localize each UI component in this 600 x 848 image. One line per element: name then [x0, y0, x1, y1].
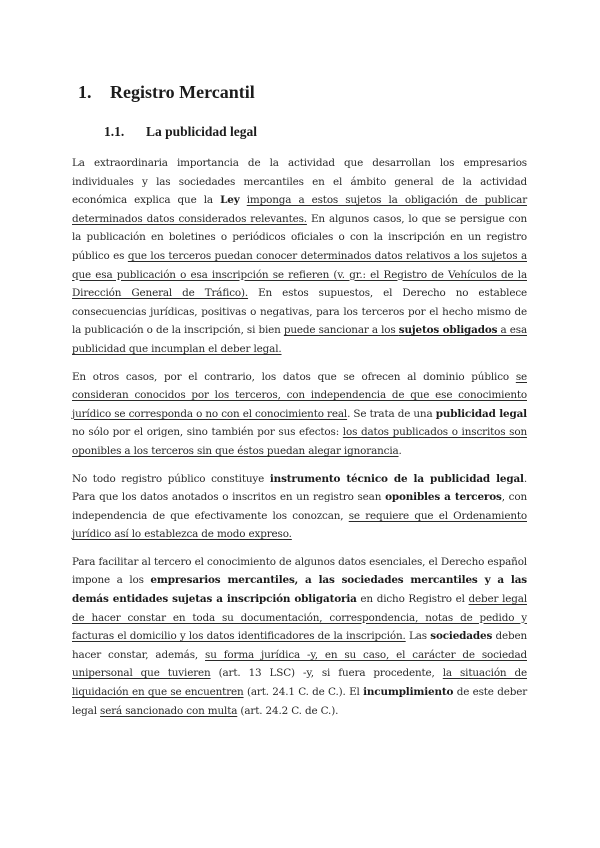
bold-run: publicidad legal	[435, 407, 527, 420]
text-run: de este deber legal	[72, 686, 528, 717]
paragraph-1	[72, 154, 527, 359]
text-run: No todo registro público constituye	[72, 472, 270, 485]
underlined-run: deber legal de hacer constar en toda su documentación, correspondencia, notas de pedido y facturas el domicilio y los datos identificadores de la inscripción.	[72, 593, 527, 643]
paragraph-4	[72, 553, 527, 720]
underlined-bold-run: sujetos obligados	[398, 324, 498, 337]
text-run: La extraordinaria importancia de la actividad que desarrollan los empresarios individuales y las sociedades mercantiles en el ámbito general de la actividad económica explica que la	[72, 157, 527, 207]
underlined-run: su forma jurídica -y, en su caso, el carácter de sociedad unipersonal que tuvieren	[72, 648, 527, 680]
underlined-run: los datos publicados o inscritos son oponibles a los terceros sin que éstos puedan alegar ignorancia	[72, 426, 527, 457]
text-run: . Se trata de una	[347, 407, 436, 420]
bold-run: oponibles a terceros	[385, 491, 502, 504]
text-run: deben hacer constar, además,	[72, 630, 527, 661]
text-run: En algunos casos, lo que se persigue con la publicación en boletines o periódicos oficiales o con la inscripción en un registro público es	[72, 212, 527, 262]
bold-run: empresarios mercantiles, a las sociedades mercantiles y a las demás entidades sujetas a inscripción obligatoria	[72, 574, 528, 606]
underlined-run: puede sancionar a los	[283, 324, 399, 337]
text-run: Las	[405, 630, 431, 643]
bold-run: sociedades	[430, 630, 493, 643]
bold-run: instrumento técnico de la publicidad legal	[269, 472, 524, 485]
subsection-heading	[104, 124, 257, 140]
paragraph-2	[72, 368, 527, 461]
underlined-run: que los terceros puedan conocer determinados datos relativos a los sujetos a que esa publicación o esa inscripción se refieren (v. gr.: el Registro de Vehículos de la Dirección General de Tráfico).	[72, 249, 527, 300]
text-run: (art. 13 LSC) -y, si fuera procedente,	[210, 667, 443, 680]
bold-run: Ley	[220, 194, 240, 207]
text-run: Para facilitar al tercero el conocimiento de algunos datos esenciales, el Derecho español impone a los	[72, 555, 527, 587]
section-number: 1.	[78, 82, 92, 102]
body-text	[72, 154, 527, 729]
text-run: (art. 24.1 C. de C.). El	[243, 686, 364, 699]
underlined-run: la situación de liquidación en que se encuentren	[72, 667, 527, 699]
text-run: (art. 24.2 C. de C.).	[237, 704, 339, 717]
bold-run: incumplimiento	[363, 686, 454, 699]
section-heading	[78, 82, 255, 103]
text-run	[240, 194, 247, 206]
text-run: .	[398, 444, 402, 457]
text-run: no sólo por el origen, sino también por sus efectos:	[72, 426, 343, 439]
text-run: En estos supuestos, el Derecho no establece consecuencias jurídicas, positivas o negativas, para los terceros por el hecho mismo de la publicación o de la inscripción, si bien	[72, 287, 527, 337]
text-run: en dicho Registro el	[356, 593, 469, 606]
underlined-run: imponga a estos sujetos la obligación de publicar determinados datos considerados relevantes.	[72, 194, 528, 225]
section-title: Registro Mercantil	[110, 82, 255, 102]
text-run: , con independencia de que efectivamente los conozcan,	[72, 491, 527, 522]
text-run: En otros casos, por el contrario, los datos que se ofrecen al dominio público	[72, 370, 516, 383]
subsection-title: La publicidad legal	[146, 124, 258, 139]
underlined-run: a esa publicidad que incumplan el deber legal.	[72, 324, 527, 355]
paragraph-3	[72, 470, 527, 544]
text-run: . Para que los datos anotados o inscritos en un registro sean	[72, 472, 527, 504]
underlined-run: se requiere que el Ordenamiento jurídico así lo establezca de modo expreso.	[72, 509, 527, 541]
subsection-number: 1.1.	[104, 124, 125, 139]
underlined-run: se consideran conocidos por los terceros, con independencia de que ese conocimiento jurídico se corresponda o no con el conocimiento real	[72, 370, 527, 420]
underlined-run: será sancionado con multa	[100, 704, 238, 717]
